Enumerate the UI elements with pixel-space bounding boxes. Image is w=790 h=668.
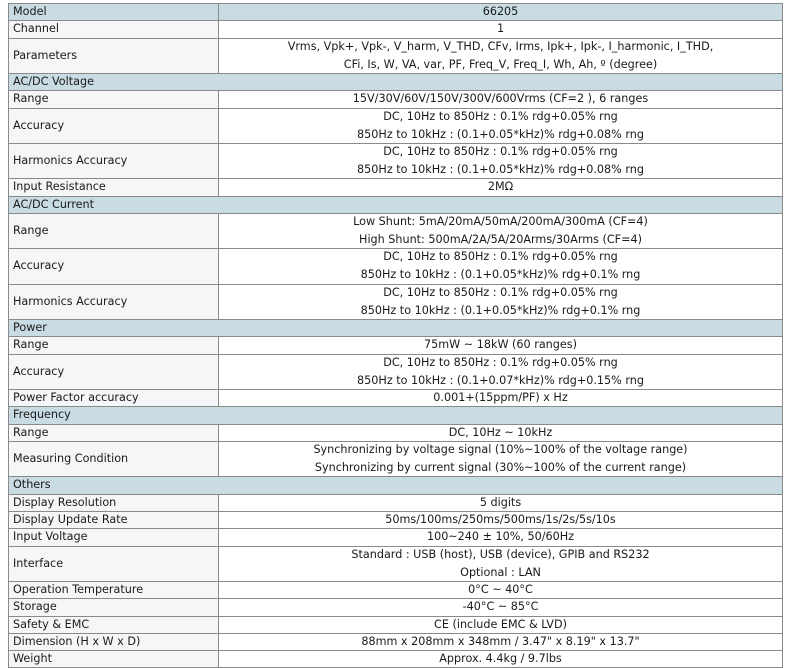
spec-value-line: DC, 10Hz to 850Hz : 0.1% rdg+0.05% rng [383, 109, 618, 123]
section-title: Frequency [9, 407, 783, 424]
spec-row [9, 179, 783, 196]
spec-label: Weight [9, 651, 219, 668]
spec-value [219, 442, 783, 477]
spec-row [9, 91, 783, 108]
spec-value-line: 1 [496, 22, 505, 36]
spec-row [9, 213, 783, 248]
model-value: 66205 [219, 4, 783, 21]
spec-row [9, 249, 783, 284]
model-label: Model [9, 4, 219, 21]
spec-row [9, 354, 783, 389]
spec-value-line: 850Hz to 10kHz : (0.1+0.07*kHz)% rdg+0.15% rng [357, 373, 644, 387]
spec-value [219, 108, 783, 143]
spec-value [219, 21, 783, 38]
spec-label: Harmonics Accuracy [9, 143, 219, 178]
section-header-row [9, 320, 783, 337]
spec-row [9, 108, 783, 143]
spec-label: Range [9, 424, 219, 441]
spec-value [219, 529, 783, 546]
spec-row [9, 284, 783, 319]
spec-value [219, 337, 783, 354]
spec-value-line: 75mW ~ 18kW (60 ranges) [424, 338, 577, 352]
spec-value [219, 511, 783, 528]
spec-row [9, 442, 783, 477]
spec-value-line: Synchronizing by current signal (30%~100% of the current range) [314, 461, 687, 475]
section-header-row [9, 73, 783, 90]
spec-value [219, 633, 783, 650]
spec-label: Input Resistance [9, 179, 219, 196]
spec-label: Accuracy [9, 249, 219, 284]
spec-label: Range [9, 337, 219, 354]
spec-value-line: Vrms, Vpk+, Vpk-, V_harm, V_THD, CFv, Irms, Ipk+, Ipk-, I_harmonic, I_THD, [287, 39, 714, 53]
spec-value-line: 0°C ~ 40°C [468, 582, 533, 596]
spec-value-line: 2MΩ [487, 180, 514, 194]
model-header-row [9, 4, 783, 21]
spec-label: Safety & EMC [9, 616, 219, 633]
spec-value [219, 546, 783, 581]
spec-value [219, 284, 783, 319]
spec-label: Display Resolution [9, 494, 219, 511]
spec-row [9, 581, 783, 598]
spec-label: Operation Temperature [9, 581, 219, 598]
spec-value-line: DC, 10Hz to 850Hz : 0.1% rdg+0.05% rng [383, 250, 618, 264]
section-header-row [9, 407, 783, 424]
spec-row [9, 38, 783, 73]
spec-value [219, 179, 783, 196]
section-title: Power [9, 320, 783, 337]
spec-value-line: Low Shunt: 5mA/20mA/50mA/200mA/300mA (CF=4) [353, 214, 648, 228]
spec-label: Interface [9, 546, 219, 581]
spec-value [219, 143, 783, 178]
spec-row [9, 511, 783, 528]
spec-label: Display Update Rate [9, 511, 219, 528]
spec-value [219, 651, 783, 668]
spec-row [9, 390, 783, 407]
spec-value-line: DC, 10Hz to 850Hz : 0.1% rdg+0.05% rng [383, 285, 618, 299]
spec-row [9, 494, 783, 511]
spec-value-line: 15V/30V/60V/150V/300V/600Vrms (CF=2 ), 6 ranges [352, 92, 649, 106]
spec-row [9, 651, 783, 668]
spec-value-line: CE (include EMC & LVD) [434, 617, 567, 631]
spec-value-line: CFi, Is, W, VA, var, PF, Freq_V, Freq_I, Wh, Ah, º (degree) [343, 57, 658, 71]
spec-label: Measuring Condition [9, 442, 219, 477]
spec-value-line: DC, 10Hz ~ 10kHz [448, 425, 553, 439]
section-header-row [9, 196, 783, 213]
spec-value [219, 91, 783, 108]
spec-row [9, 143, 783, 178]
section-title: AC/DC Voltage [9, 73, 783, 90]
spec-value-line: 850Hz to 10kHz : (0.1+0.05*kHz)% rdg+0.1% rng [360, 303, 641, 317]
spec-value-line: DC, 10Hz to 850Hz : 0.1% rdg+0.05% rng [383, 355, 618, 369]
spec-value-line: DC, 10Hz to 850Hz : 0.1% rdg+0.05% rng [383, 144, 618, 158]
spec-value-line: High Shunt: 500mA/2A/5A/20Arms/30Arms (CF=4) [359, 233, 642, 247]
section-title: AC/DC Current [9, 196, 783, 213]
spec-value [219, 38, 783, 73]
spec-value [219, 424, 783, 441]
spec-value [219, 354, 783, 389]
spec-value-line: 850Hz to 10kHz : (0.1+0.05*kHz)% rdg+0.1% rng [360, 268, 641, 282]
spec-value-line: 50ms/100ms/250ms/500ms/1s/2s/5s/10s [385, 512, 616, 526]
spec-label: Parameters [9, 38, 219, 73]
spec-label: Accuracy [9, 108, 219, 143]
spec-row [9, 337, 783, 354]
spec-row [9, 529, 783, 546]
spec-label: Harmonics Accuracy [9, 284, 219, 319]
spec-row [9, 546, 783, 581]
spec-value-line: Approx. 4.4kg / 9.7lbs [439, 652, 562, 666]
spec-table-body [9, 4, 783, 668]
spec-value-line: 88mm x 208mm x 348mm / 3.47" x 8.19" x 13.7" [361, 634, 640, 648]
spec-value-line: 850Hz to 10kHz : (0.1+0.05*kHz)% rdg+0.08% rng [357, 127, 644, 141]
spec-label: Input Voltage [9, 529, 219, 546]
spec-value-line: 100~240 ± 10%, 50/60Hz [426, 530, 575, 544]
spec-value-line: 5 digits [479, 495, 522, 509]
spec-row [9, 633, 783, 650]
spec-row [9, 616, 783, 633]
spec-value-line: -40°C ~ 85°C [462, 600, 539, 614]
section-header-row [9, 477, 783, 494]
spec-table [8, 3, 783, 668]
spec-label: Range [9, 213, 219, 248]
spec-value [219, 213, 783, 248]
spec-value-line: Optional : LAN [460, 565, 541, 579]
spec-value [219, 581, 783, 598]
spec-value [219, 616, 783, 633]
spec-label: Accuracy [9, 354, 219, 389]
spec-value [219, 494, 783, 511]
spec-value-line: Standard : USB (host), USB (device), GPIB and RS232 [351, 547, 650, 561]
spec-value [219, 390, 783, 407]
spec-row [9, 599, 783, 616]
spec-label: Storage [9, 599, 219, 616]
spec-value [219, 249, 783, 284]
spec-value-line: Synchronizing by voltage signal (10%~100% of the voltage range) [313, 443, 688, 456]
spec-label: Channel [9, 21, 219, 38]
spec-row [9, 424, 783, 441]
spec-label: Range [9, 91, 219, 108]
spec-value-line: 850Hz to 10kHz : (0.1+0.05*kHz)% rdg+0.08% rng [357, 163, 644, 177]
spec-label: Power Factor accuracy [9, 390, 219, 407]
section-title: Others [9, 477, 783, 494]
spec-value-line: 0.001+(15ppm/PF) x Hz [433, 391, 568, 405]
spec-row [9, 21, 783, 38]
spec-label: Dimension (H x W x D) [9, 633, 219, 650]
spec-value [219, 599, 783, 616]
